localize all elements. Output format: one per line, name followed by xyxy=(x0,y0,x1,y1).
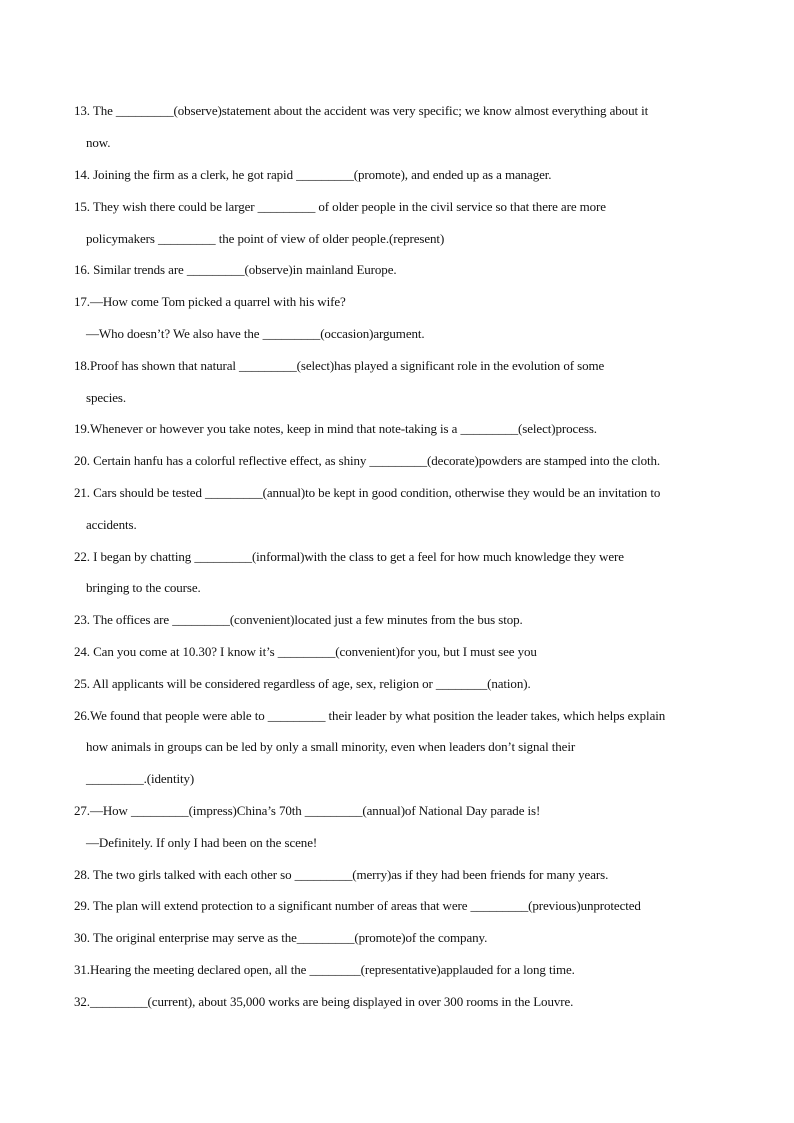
question-22-line-1: 22. I began by chatting _________(informal)with the class to get a feel for how much knowledge they were xyxy=(74,549,624,564)
question-18-line-1: 18.Proof has shown that natural _________(select)has played a significant role in the evolution of some xyxy=(74,358,605,373)
question-22-line-2: bringing to the course. xyxy=(86,580,201,595)
question-18-line-2: species. xyxy=(86,390,126,405)
question-31: 31.Hearing the meeting declared open, all the ________(representative)applauded for a long time. xyxy=(74,962,575,977)
question-15-line-2: policymakers _________ the point of view of older people.(represent) xyxy=(86,231,445,246)
question-25: 25. All applicants will be considered regardless of age, sex, religion or ________(nation). xyxy=(74,676,531,691)
question-21-line-1: 21. Cars should be tested _________(annual)to be kept in good condition, otherwise they would be an invitation to xyxy=(74,485,661,500)
question-13-line-2: now. xyxy=(86,135,111,150)
question-26-line-1: 26.We found that people were able to _________ their leader by what position the leader takes, which helps explain xyxy=(74,708,666,723)
question-28: 28. The two girls talked with each other so _________(merry)as if they had been friends for many years. xyxy=(74,867,609,882)
question-14: 14. Joining the firm as a clerk, he got rapid _________(promote), and ended up as a manager. xyxy=(74,167,552,182)
question-26-line-2: how animals in groups can be led by only a small minority, even when leaders don’t signal their xyxy=(86,739,576,754)
question-17-line-2: —Who doesn’t? We also have the _________(occasion)argument. xyxy=(86,326,425,341)
question-20: 20. Certain hanfu has a colorful reflective effect, as shiny _________(decorate)powders are stamped into the cloth. xyxy=(74,453,661,468)
question-21-line-2: accidents. xyxy=(86,517,137,532)
question-26-line-3: _________.(identity) xyxy=(86,771,195,786)
question-17-line-1: 17.—How come Tom picked a quarrel with his wife? xyxy=(74,294,346,309)
question-23: 23. The offices are _________(convenient)located just a few minutes from the bus stop. xyxy=(74,612,523,627)
question-30: 30. The original enterprise may serve as the_________(promote)of the company. xyxy=(74,930,488,945)
question-13-line-1: 13. The _________(observe)statement about the accident was very specific; we know almost everything about it xyxy=(74,103,649,118)
question-19: 19.Whenever or however you take notes, keep in mind that note-taking is a _________(select)process. xyxy=(74,421,597,436)
question-32: 32._________(current), about 35,000 works are being displayed in over 300 rooms in the Louvre. xyxy=(74,994,574,1009)
question-27-line-1: 27.—How _________(impress)China’s 70th _________(annual)of National Day parade is! xyxy=(74,803,541,818)
question-16: 16. Similar trends are _________(observe)in mainland Europe. xyxy=(74,262,397,277)
question-24: 24. Can you come at 10.30? I know it’s _________(convenient)for you, but I must see you xyxy=(74,644,537,659)
question-15-line-1: 15. They wish there could be larger _________ of older people in the civil service so that there are more xyxy=(74,199,606,214)
question-29: 29. The plan will extend protection to a significant number of areas that were _________(previous)unprotected xyxy=(74,898,641,913)
question-27-line-2: —Definitely. If only I had been on the scene! xyxy=(86,835,318,850)
